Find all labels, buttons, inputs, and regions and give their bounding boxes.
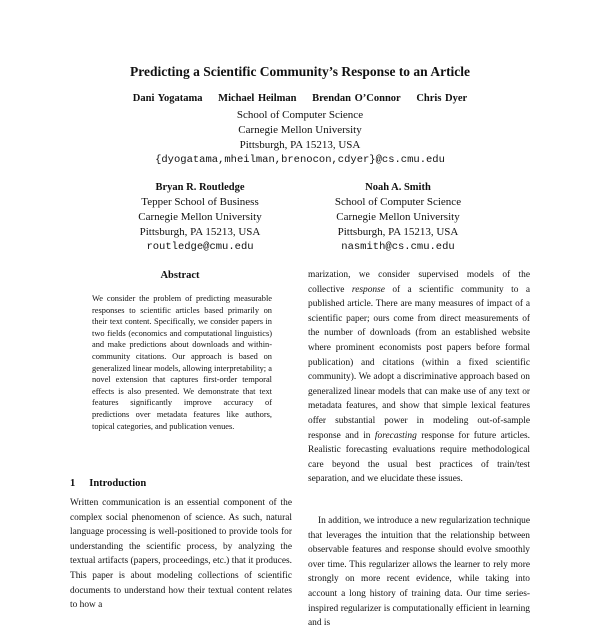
affiliation-line: School of Computer Science — [334, 196, 462, 208]
affiliation-line: Pittsburgh, PA 15213, USA — [239, 139, 361, 151]
affiliation-line: Pittsburgh, PA 15213, USA — [337, 226, 459, 238]
author-name: Bryan R. Routledge — [155, 182, 245, 193]
author-name: Noah A. Smith — [365, 182, 431, 193]
emphasis-response: response — [351, 284, 385, 295]
email-address[interactable]: nasmith@cs.cmu.edu — [341, 241, 455, 253]
intro-paragraph: Written communication is an essential component of the complex social phenomenon of science. As such, natural language processing is well-positioned to provide tools for understanding the scientific process, by analyzing the textual artifacts (papers, proceedings, etc.) that it produces. This paper is about modeling collections of scientific documents to understand how their textual content relates to how a — [70, 498, 292, 611]
affiliation-line: Pittsburgh, PA 15213, USA — [139, 226, 261, 238]
author-name: Brendan O’Connor — [312, 93, 401, 104]
affiliation-line: School of Computer Science — [236, 109, 364, 121]
author-name: Chris Dyer — [416, 93, 468, 104]
author-name: Dani Yogatama — [132, 93, 203, 104]
affiliation-line: Carnegie Mellon University — [238, 124, 362, 136]
affiliation-line: Tepper School of Business — [141, 196, 259, 208]
email-address[interactable]: {dyogatama,mheilman,brenocon,cdyer}@cs.cmu.edu — [155, 154, 445, 166]
email-address[interactable]: routledge@cmu.edu — [146, 241, 254, 253]
abstract-heading: Abstract — [160, 270, 200, 281]
body-text: marization, we consider supervised models of the collective — [308, 270, 530, 295]
author-block-left — [90, 180, 310, 255]
affiliation-line: Carnegie Mellon University — [138, 211, 262, 223]
body-text: response for future articles. Realistic forecasting evaluations require methodological care beyond the usual best practices of train/test separation, and we elucidate these issues. — [308, 430, 531, 485]
body-text: of a scientific community to a published article. There are many measures of impact of a scientific paper; ours come from direct measurements of the number of downloads (from an established website where prominent economists post papers before formal publication) and citations (within a fixed scientific community). We adopt a discriminative approach based on generalized linear models that can make use of any text or metadata features, and show that simple lexical features offer substantial power in modeling out-of-sample response and in — [308, 284, 530, 441]
affiliation-line: Carnegie Mellon University — [336, 211, 460, 223]
paper-title: Predicting a Scientific Community’s Response to an Article — [129, 64, 471, 79]
author-name: Michael Heilman — [218, 93, 297, 104]
emphasis-forecasting: forecasting — [374, 430, 417, 441]
body-paragraph — [308, 268, 530, 487]
abstract-text: We consider the problem of predicting measurable responses to scientific articles based primarily on their text content. Specifically, we consider papers in two fields (economics and computational linguistics) and make predictions about downloads and within-community citations. Our approach is based on generalized linear models, allowing interpretability; a novel extension that captures first-order temporal effects is also presented. We demonstrate that text features significantly improve accuracy of predictions over metadata features like authors, topical categories, and publication venues. — [92, 294, 272, 431]
author-list — [0, 93, 600, 104]
section-number: 1 — [70, 478, 76, 489]
author-block-right — [288, 180, 508, 255]
section-title: Introduction — [89, 478, 147, 489]
body-paragraph: In addition, we introduce a new regularization technique that leverages the intuition that the relationship between observable features and response should evolve smoothly over time. This regularizer allows the learner to rely more strongly on more recent evidence, while taking into account a long history of training data. Our time series-inspired regularizer is computationally efficient in learning and is — [308, 516, 530, 629]
section-heading — [70, 478, 146, 489]
affiliation-top — [0, 108, 600, 168]
